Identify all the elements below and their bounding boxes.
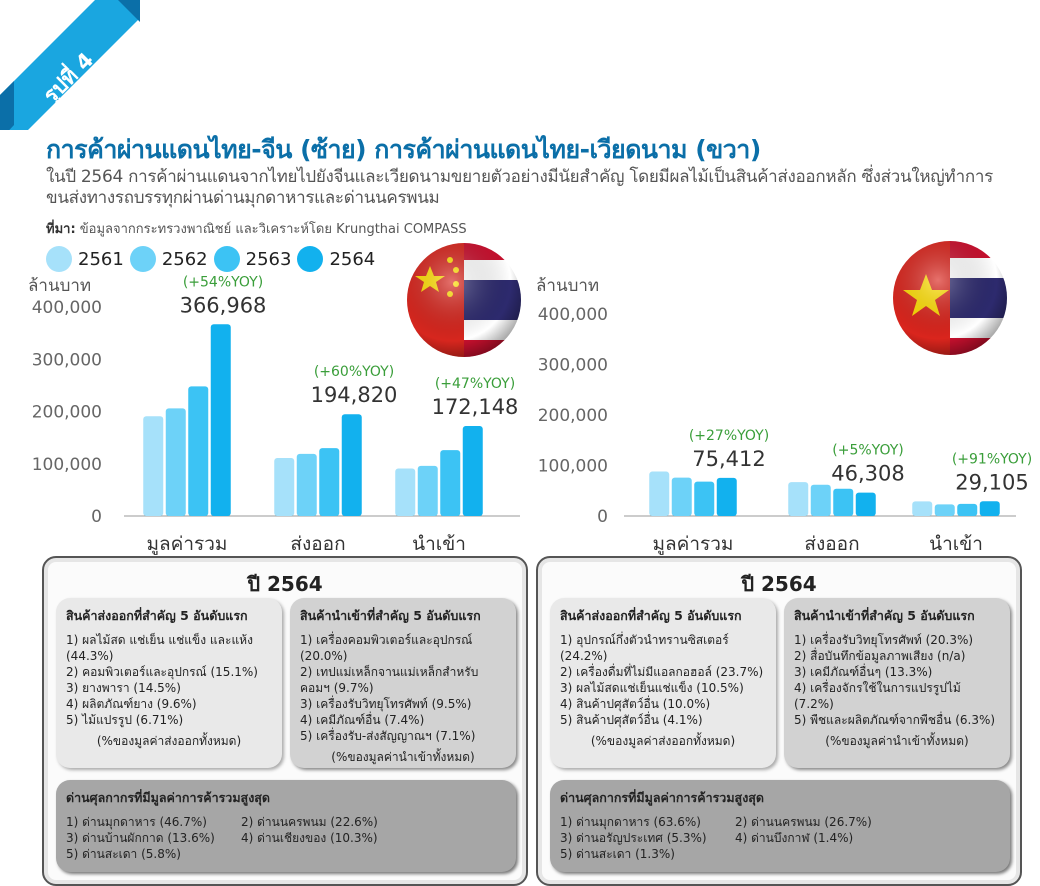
list-item: 1) ด่านมุกดาหาร (46.7%) <box>66 815 207 829</box>
top-imports-heading: สินค้านำเข้าที่สำคัญ 5 อันดับแรก <box>794 608 975 623</box>
top-exports-heading: สินค้าส่งออกที่สำคัญ 5 อันดับแรก <box>66 608 248 623</box>
y-tick-label: 100,000 <box>31 454 102 475</box>
list-item: 2) ด่านนครพนม (22.6%) <box>241 815 378 829</box>
y-tick-label: 400,000 <box>31 298 102 318</box>
list-item: 4) ด่านบึงกาฬ (1.4%) <box>735 831 854 845</box>
x-category-label: นำเข้า <box>412 533 466 555</box>
yoy-label: (+91%YOY) <box>951 451 1033 468</box>
yoy-label: (+60%YOY) <box>313 364 395 381</box>
list-item: 5) สินค้าปศุสัตว์อื่น (4.1%) <box>560 713 703 727</box>
yoy-label: (+47%YOY) <box>434 376 516 393</box>
y-tick-label: 400,000 <box>537 305 608 325</box>
data-label: 29,105 <box>955 470 1029 495</box>
y-tick-label: 200,000 <box>537 406 608 426</box>
data-label: 75,412 <box>692 446 766 471</box>
yoy-label: (+27%YOY) <box>688 427 770 444</box>
legend-label: 2563 <box>245 248 292 270</box>
yoy-label: (+54%YOY) <box>182 274 264 291</box>
x-category-label: นำเข้า <box>929 533 983 555</box>
list-item: 2) เทปแม่เหล็กจานแม่เหล็กสำหรับคอมฯ (9.7%) <box>300 665 479 695</box>
list-item: 1) เครื่องคอมพิวเตอร์และอุปกรณ์ (20.0%) <box>300 633 473 663</box>
list-item: 1) เครื่องรับวิทยุโทรศัพท์ (20.3%) <box>794 633 974 647</box>
list-item: 3) เครื่องรับวิทยุโทรศัพท์ (9.5%) <box>300 697 472 711</box>
list-item: 4) เคมีภัณฑ์อื่น (7.4%) <box>300 713 425 727</box>
top-exports-box <box>56 598 282 768</box>
bar-2562 <box>935 504 955 516</box>
bar-2561 <box>912 501 932 516</box>
list-item: 1) อุปกรณ์กึ่งตัวนำทรานซิสเตอร์ (24.2%) <box>560 633 729 663</box>
imports-note: (%ของมูลค่านำเข้าทั้งหมด) <box>825 734 969 748</box>
list-item: 2) ด่านนครพนม (26.7%) <box>735 815 872 829</box>
list-item: 2) เครื่องดื่มที่ไม่มีแอลกอฮอล์ (23.7%) <box>560 665 764 679</box>
bar-2563 <box>957 504 977 516</box>
top-ports-box <box>550 780 1010 872</box>
top-ports-heading: ด่านศุลกากรที่มีมูลค่าการค้ารวมสูงสุด <box>560 790 765 805</box>
bar-2561 <box>788 482 808 516</box>
legend-label: 2564 <box>329 248 376 270</box>
list-item: 3) ด่านอรัญประเทศ (5.3%) <box>560 831 707 845</box>
bar-2562 <box>672 478 692 516</box>
y-tick-label: 300,000 <box>537 355 608 376</box>
exports-note: (%ของมูลค่าส่งออกทั้งหมด) <box>96 734 242 748</box>
panel-year-title: ปี 2564 <box>741 572 817 596</box>
data-label: 46,308 <box>831 461 905 486</box>
list-item: 5) พืชและผลิตภัณฑ์จากพืชอื่น (6.3%) <box>794 713 996 727</box>
y-tick-label: 0 <box>91 507 102 527</box>
y-tick-label: 200,000 <box>31 402 102 423</box>
top-exports-heading: สินค้าส่งออกที่สำคัญ 5 อันดับแรก <box>560 608 742 623</box>
x-category-label: มูลค่ารวม <box>146 533 228 555</box>
list-item: 4) ด่านเชียงของ (10.3%) <box>241 831 378 845</box>
y-axis-label: ล้านบาท <box>28 276 92 296</box>
y-tick-label: 300,000 <box>31 350 102 371</box>
list-item: 3) ผลไม้สดแช่เย็นแช่แข็ง (10.5%) <box>560 681 744 695</box>
bar-2564 <box>717 478 737 516</box>
thai-vietnam-summary-panel <box>536 556 1022 886</box>
exports-note: (%ของมูลค่าส่งออกทั้งหมด) <box>590 734 736 748</box>
list-item: 3) เคมีภัณฑ์อื่นๆ (13.3%) <box>794 665 933 679</box>
thai-china-summary-panel <box>42 556 528 886</box>
bar-2563 <box>694 482 714 516</box>
list-item: 3) ด่านบ้านผักกาด (13.6%) <box>66 831 215 845</box>
data-label: 172,148 <box>431 395 519 420</box>
list-item: 1) ด่านมุกดาหาร (63.6%) <box>560 815 701 829</box>
list-item: 3) ยางพารา (14.5%) <box>66 681 181 695</box>
list-item: 5) ด่านสะเดา (1.3%) <box>560 847 675 861</box>
list-item: 5) ด่านสะเดา (5.8%) <box>66 847 181 861</box>
data-label: 366,968 <box>179 293 267 318</box>
list-item: 4) สินค้าปศุสัตว์อื่น (10.0%) <box>560 697 711 711</box>
legend-label: 2562 <box>161 248 208 270</box>
bar-2564 <box>980 501 1000 516</box>
top-ports-heading: ด่านศุลกากรที่มีมูลค่าการค้ารวมสูงสุด <box>66 790 271 805</box>
top-imports-box <box>784 598 1010 768</box>
list-item: 1) ผลไม้สด แช่เย็น แช่แข็ง และแห้ง (44.3%) <box>66 633 253 663</box>
data-label: 194,820 <box>310 383 398 408</box>
list-item: 4) เครื่องจักรใช้ในการแปรรูปไม้ (7.2%) <box>794 681 961 711</box>
y-axis-label: ล้านบาท <box>536 276 600 296</box>
x-category-label: ส่งออก <box>290 533 346 555</box>
list-item: 2) สื่อบันทึกข้อมูลภาพเสียง (n/a) <box>794 649 966 663</box>
yoy-label: (+5%YOY) <box>832 442 904 459</box>
vietnam-thailand-flag-icon <box>890 238 1010 358</box>
figure-badge-text: รูปที่ 4 <box>38 47 99 108</box>
bar-2562 <box>811 485 831 516</box>
y-tick-label: 100,000 <box>537 456 608 477</box>
top-exports-box <box>550 598 776 768</box>
list-item: 5) เครื่องรับ-ส่งสัญญาณฯ (7.1%) <box>300 729 476 743</box>
y-tick-label: 0 <box>597 507 608 527</box>
top-imports-box <box>290 598 516 768</box>
source-label: ที่มา: <box>46 222 76 237</box>
top-ports-box <box>56 780 516 872</box>
list-item: 4) ผลิตภัณฑ์ยาง (9.6%) <box>66 697 197 711</box>
page-subtitle: ในปี 2564 การค้าผ่านแดนจากไทยไปยังจีนและเวียดนามขยายตัวอย่างมีนัยสำคัญ โดยมีผลไม้เป็นสินค้าส่งออกหลัก ซึ่งส่วนใหญ่ทำการขนส่งทางรถบรรทุกผ่านด่านมุกดาหารและด่านนครพนม <box>46 167 993 208</box>
china-thailand-flag-icon <box>404 240 524 360</box>
list-item: 5) ไม้แปรรูป (6.71%) <box>66 713 184 727</box>
imports-note: (%ของมูลค่านำเข้าทั้งหมด) <box>331 750 475 764</box>
top-imports-heading: สินค้านำเข้าที่สำคัญ 5 อันดับแรก <box>300 608 481 623</box>
panel-year-title: ปี 2564 <box>247 572 323 596</box>
x-category-label: มูลค่ารวม <box>652 533 734 555</box>
source-text: ข้อมูลจากกระทรวงพาณิชย์ และวิเคราะห์โดย Krungthai COMPASS <box>75 222 467 237</box>
list-item: 2) คอมพิวเตอร์และอุปกรณ์ (15.1%) <box>66 665 258 679</box>
page-title: การค้าผ่านแดนไทย-จีน (ซ้าย) การค้าผ่านแดนไทย-เวียดนาม (ขวา) <box>46 135 761 164</box>
x-category-label: ส่งออก <box>804 533 860 555</box>
legend-label: 2561 <box>78 248 124 270</box>
bar-2561 <box>649 472 669 516</box>
bar-2563 <box>833 489 853 516</box>
bar-2564 <box>856 493 876 516</box>
